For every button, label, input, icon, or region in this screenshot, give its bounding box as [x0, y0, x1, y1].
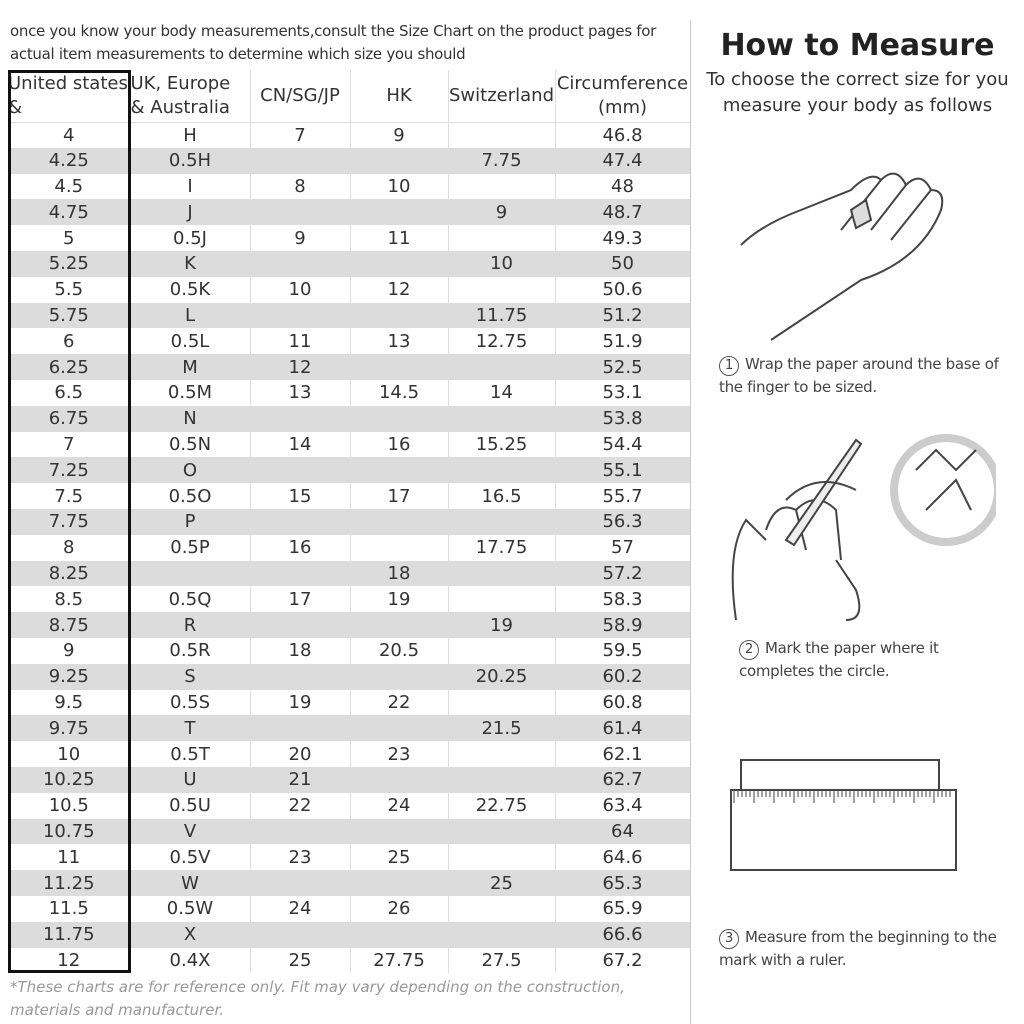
cell-cn — [250, 406, 350, 432]
table-row — [8, 819, 690, 845]
cell-switzerland — [448, 561, 555, 587]
cell-circumference: 51.9 — [555, 328, 690, 354]
cell-switzerland: 9 — [448, 199, 555, 225]
cell-cn: 20 — [250, 741, 350, 767]
cell-hk — [350, 509, 448, 535]
table-row — [8, 535, 690, 561]
cell-circumference: 66.6 — [555, 922, 690, 948]
cell-switzerland: 11.75 — [448, 303, 555, 329]
cell-uk: 0.5T — [130, 741, 250, 767]
cell-us: 6.5 — [8, 380, 130, 406]
cell-circumference: 62.1 — [555, 741, 690, 767]
cell-hk — [350, 303, 448, 329]
cell-cn: 24 — [250, 896, 350, 922]
cell-hk: 11 — [350, 225, 448, 251]
cell-uk: 0.5P — [130, 535, 250, 561]
cell-uk: L — [130, 303, 250, 329]
cell-uk: 0.5L — [130, 328, 250, 354]
cell-us: 11.75 — [8, 922, 130, 948]
cell-hk — [350, 406, 448, 432]
cell-switzerland: 17.75 — [448, 535, 555, 561]
cell-cn: 8 — [250, 174, 350, 200]
cell-cn — [250, 922, 350, 948]
cell-circumference: 48.7 — [555, 199, 690, 225]
cell-us: 5.5 — [8, 277, 130, 303]
cell-us: 11 — [8, 844, 130, 870]
cell-switzerland: 14 — [448, 380, 555, 406]
cell-us: 9.75 — [8, 715, 130, 741]
cell-circumference: 51.2 — [555, 303, 690, 329]
step-number: 1 — [719, 356, 739, 376]
cell-switzerland: 16.5 — [448, 483, 555, 509]
table-row — [8, 328, 690, 354]
cell-us: 6 — [8, 328, 130, 354]
cell-circumference: 65.3 — [555, 870, 690, 896]
cell-us: 8.25 — [8, 561, 130, 587]
table-row — [8, 715, 690, 741]
header-cn: CN/SG/JP — [250, 70, 350, 122]
hand-wrap-illustration — [731, 150, 961, 350]
cell-switzerland — [448, 844, 555, 870]
cell-hk — [350, 199, 448, 225]
cell-circumference: 50.6 — [555, 277, 690, 303]
cell-circumference: 62.7 — [555, 767, 690, 793]
table-row — [8, 354, 690, 380]
table-row — [8, 380, 690, 406]
cell-switzerland: 21.5 — [448, 715, 555, 741]
cell-cn: 7 — [250, 122, 350, 148]
cell-switzerland — [448, 690, 555, 716]
cell-hk: 17 — [350, 483, 448, 509]
cell-switzerland: 10 — [448, 251, 555, 277]
mark-paper-illustration — [726, 430, 996, 630]
cell-us: 10 — [8, 741, 130, 767]
cell-switzerland — [448, 174, 555, 200]
cell-us: 5 — [8, 225, 130, 251]
cell-cn — [250, 199, 350, 225]
cell-cn — [250, 509, 350, 535]
table-row — [8, 199, 690, 225]
cell-switzerland: 12.75 — [448, 328, 555, 354]
cell-circumference: 55.7 — [555, 483, 690, 509]
cell-switzerland — [448, 406, 555, 432]
cell-uk: W — [130, 870, 250, 896]
cell-us: 7.25 — [8, 457, 130, 483]
cell-us: 5.25 — [8, 251, 130, 277]
cell-hk: 26 — [350, 896, 448, 922]
table-row — [8, 509, 690, 535]
cell-us: 7 — [8, 432, 130, 458]
cell-switzerland: 19 — [448, 612, 555, 638]
table-row — [8, 303, 690, 329]
step-1 — [719, 353, 1009, 398]
cell-hk — [350, 715, 448, 741]
cell-cn — [250, 664, 350, 690]
cell-uk: P — [130, 509, 250, 535]
step-3 — [719, 926, 1019, 971]
cell-hk: 27.75 — [350, 948, 448, 974]
table-row — [8, 561, 690, 587]
cell-switzerland: 15.25 — [448, 432, 555, 458]
table-row — [8, 844, 690, 870]
header-us: United states & — [8, 70, 130, 122]
cell-us: 4.25 — [8, 148, 130, 174]
cell-switzerland — [448, 896, 555, 922]
cell-uk: V — [130, 819, 250, 845]
cell-circumference: 54.4 — [555, 432, 690, 458]
cell-hk: 14.5 — [350, 380, 448, 406]
ring-size-table — [8, 70, 691, 973]
cell-cn: 12 — [250, 354, 350, 380]
cell-uk: 0.5U — [130, 793, 250, 819]
cell-hk: 22 — [350, 690, 448, 716]
cell-switzerland — [448, 922, 555, 948]
table-row — [8, 664, 690, 690]
how-to-subtitle: To choose the correct size for you measure your body as follows — [706, 69, 1009, 116]
cell-circumference: 57.2 — [555, 561, 690, 587]
cell-switzerland: 22.75 — [448, 793, 555, 819]
cell-us: 12 — [8, 948, 130, 974]
cell-hk — [350, 535, 448, 561]
cell-uk: X — [130, 922, 250, 948]
table-row — [8, 586, 690, 612]
cell-switzerland — [448, 122, 555, 148]
cell-us: 11.5 — [8, 896, 130, 922]
cell-circumference: 55.1 — [555, 457, 690, 483]
cell-switzerland — [448, 586, 555, 612]
cell-circumference: 60.8 — [555, 690, 690, 716]
cell-switzerland — [448, 457, 555, 483]
cell-hk — [350, 664, 448, 690]
cell-hk — [350, 457, 448, 483]
table-row — [8, 767, 690, 793]
cell-circumference: 52.5 — [555, 354, 690, 380]
cell-hk — [350, 922, 448, 948]
cell-switzerland — [448, 638, 555, 664]
table-row — [8, 406, 690, 432]
cell-uk: N — [130, 406, 250, 432]
cell-us: 6.75 — [8, 406, 130, 432]
cell-uk: O — [130, 457, 250, 483]
cell-circumference: 49.3 — [555, 225, 690, 251]
cell-cn — [250, 148, 350, 174]
step-number: 2 — [739, 640, 759, 660]
cell-us: 9 — [8, 638, 130, 664]
cell-us: 8.5 — [8, 586, 130, 612]
cell-us: 5.75 — [8, 303, 130, 329]
cell-hk — [350, 819, 448, 845]
step-text: Measure from the beginning to the mark with a ruler. — [719, 928, 997, 969]
cell-us: 10.25 — [8, 767, 130, 793]
cell-cn: 22 — [250, 793, 350, 819]
cell-cn — [250, 457, 350, 483]
cell-uk: 0.5V — [130, 844, 250, 870]
cell-hk — [350, 251, 448, 277]
table-row — [8, 225, 690, 251]
table-row — [8, 948, 690, 974]
cell-cn — [250, 819, 350, 845]
cell-hk: 25 — [350, 844, 448, 870]
cell-us: 4.5 — [8, 174, 130, 200]
cell-hk — [350, 612, 448, 638]
cell-switzerland — [448, 277, 555, 303]
table-row — [8, 638, 690, 664]
cell-switzerland — [448, 509, 555, 535]
cell-switzerland: 7.75 — [448, 148, 555, 174]
cell-circumference: 47.4 — [555, 148, 690, 174]
cell-circumference: 50 — [555, 251, 690, 277]
cell-cn — [250, 715, 350, 741]
cell-hk: 16 — [350, 432, 448, 458]
cell-hk — [350, 148, 448, 174]
cell-uk: 0.5W — [130, 896, 250, 922]
cell-hk: 24 — [350, 793, 448, 819]
cell-circumference: 60.2 — [555, 664, 690, 690]
cell-hk: 12 — [350, 277, 448, 303]
table-row — [8, 870, 690, 896]
table-row — [8, 612, 690, 638]
cell-switzerland — [448, 767, 555, 793]
step-number: 3 — [719, 929, 739, 949]
cell-circumference: 59.5 — [555, 638, 690, 664]
table-row — [8, 251, 690, 277]
how-to-title: How to Measure — [720, 28, 995, 63]
step-2 — [739, 637, 999, 682]
cell-circumference: 56.3 — [555, 509, 690, 535]
cell-circumference: 63.4 — [555, 793, 690, 819]
ruler-illustration — [726, 755, 966, 875]
cell-cn: 16 — [250, 535, 350, 561]
cell-uk: H — [130, 122, 250, 148]
cell-uk: 0.5N — [130, 432, 250, 458]
cell-cn: 11 — [250, 328, 350, 354]
cell-circumference: 53.8 — [555, 406, 690, 432]
cell-cn — [250, 612, 350, 638]
cell-uk: R — [130, 612, 250, 638]
table-row — [8, 148, 690, 174]
cell-circumference: 67.2 — [555, 948, 690, 974]
disclaimer-note: *These charts are for reference only. Fit may vary depending on the construction, materials and manufacturer. — [10, 978, 625, 1019]
cell-hk: 20.5 — [350, 638, 448, 664]
header-circumference: Circumference(mm) — [555, 70, 690, 122]
cell-us: 7.5 — [8, 483, 130, 509]
cell-hk — [350, 767, 448, 793]
cell-cn — [250, 251, 350, 277]
table-row — [8, 277, 690, 303]
table-row — [8, 896, 690, 922]
cell-cn: 21 — [250, 767, 350, 793]
cell-uk: K — [130, 251, 250, 277]
cell-hk: 18 — [350, 561, 448, 587]
cell-uk: J — [130, 199, 250, 225]
table-row — [8, 483, 690, 509]
cell-switzerland — [448, 819, 555, 845]
cell-cn: 10 — [250, 277, 350, 303]
cell-circumference: 46.8 — [555, 122, 690, 148]
cell-circumference: 58.9 — [555, 612, 690, 638]
table-header — [8, 70, 690, 122]
cell-us: 4 — [8, 122, 130, 148]
cell-cn: 9 — [250, 225, 350, 251]
cell-cn: 17 — [250, 586, 350, 612]
cell-us: 6.25 — [8, 354, 130, 380]
cell-circumference: 53.1 — [555, 380, 690, 406]
cell-uk: 0.5O — [130, 483, 250, 509]
cell-us: 9.25 — [8, 664, 130, 690]
cell-uk: I — [130, 174, 250, 200]
cell-us: 10.75 — [8, 819, 130, 845]
cell-hk — [350, 870, 448, 896]
how-to-measure-panel — [691, 20, 1024, 1024]
cell-us: 8.75 — [8, 612, 130, 638]
cell-us: 7.75 — [8, 509, 130, 535]
cell-circumference: 64.6 — [555, 844, 690, 870]
cell-hk: 23 — [350, 741, 448, 767]
cell-switzerland — [448, 354, 555, 380]
cell-circumference: 64 — [555, 819, 690, 845]
cell-circumference: 65.9 — [555, 896, 690, 922]
cell-switzerland: 27.5 — [448, 948, 555, 974]
cell-us: 9.5 — [8, 690, 130, 716]
cell-us: 10.5 — [8, 793, 130, 819]
cell-circumference: 61.4 — [555, 715, 690, 741]
cell-switzerland: 20.25 — [448, 664, 555, 690]
cell-hk: 9 — [350, 122, 448, 148]
cell-uk: 0.5M — [130, 380, 250, 406]
table-row — [8, 174, 690, 200]
cell-circumference: 57 — [555, 535, 690, 561]
table-row — [8, 793, 690, 819]
cell-cn: 13 — [250, 380, 350, 406]
cell-uk: M — [130, 354, 250, 380]
cell-uk: 0.4X — [130, 948, 250, 974]
cell-hk: 13 — [350, 328, 448, 354]
cell-cn: 25 — [250, 948, 350, 974]
cell-uk: 0.5S — [130, 690, 250, 716]
intro-text: once you know your body measurements,consult the Size Chart on the product pages for actual item measurements to determine which size you should — [10, 22, 657, 63]
cell-uk: 0.5K — [130, 277, 250, 303]
cell-uk: T — [130, 715, 250, 741]
table-row — [8, 690, 690, 716]
step-text: Mark the paper where it completes the circle. — [739, 639, 939, 680]
header-uk: UK, Europe & Australia — [130, 70, 250, 122]
cell-switzerland: 25 — [448, 870, 555, 896]
cell-uk: 0.5J — [130, 225, 250, 251]
cell-hk: 19 — [350, 586, 448, 612]
table-row — [8, 432, 690, 458]
cell-uk: U — [130, 767, 250, 793]
cell-cn — [250, 303, 350, 329]
cell-cn: 23 — [250, 844, 350, 870]
cell-switzerland — [448, 741, 555, 767]
table-row — [8, 122, 690, 148]
cell-cn — [250, 870, 350, 896]
cell-uk: 0.5Q — [130, 586, 250, 612]
cell-circumference: 48 — [555, 174, 690, 200]
header-switzerland: Switzerland — [448, 70, 555, 122]
cell-cn: 15 — [250, 483, 350, 509]
cell-uk: 0.5H — [130, 148, 250, 174]
cell-switzerland — [448, 225, 555, 251]
cell-cn: 19 — [250, 690, 350, 716]
table-row — [8, 457, 690, 483]
cell-hk: 10 — [350, 174, 448, 200]
step-text: Wrap the paper around the base of the finger to be sized. — [719, 355, 999, 396]
cell-cn: 18 — [250, 638, 350, 664]
cell-us: 8 — [8, 535, 130, 561]
cell-us: 11.25 — [8, 870, 130, 896]
cell-hk — [350, 354, 448, 380]
cell-cn — [250, 561, 350, 587]
table-row — [8, 741, 690, 767]
cell-circumference: 58.3 — [555, 586, 690, 612]
cell-cn: 14 — [250, 432, 350, 458]
cell-uk: 0.5R — [130, 638, 250, 664]
cell-us: 4.75 — [8, 199, 130, 225]
cell-uk: S — [130, 664, 250, 690]
table-row — [8, 922, 690, 948]
cell-uk — [130, 561, 250, 587]
header-hk: HK — [350, 70, 448, 122]
